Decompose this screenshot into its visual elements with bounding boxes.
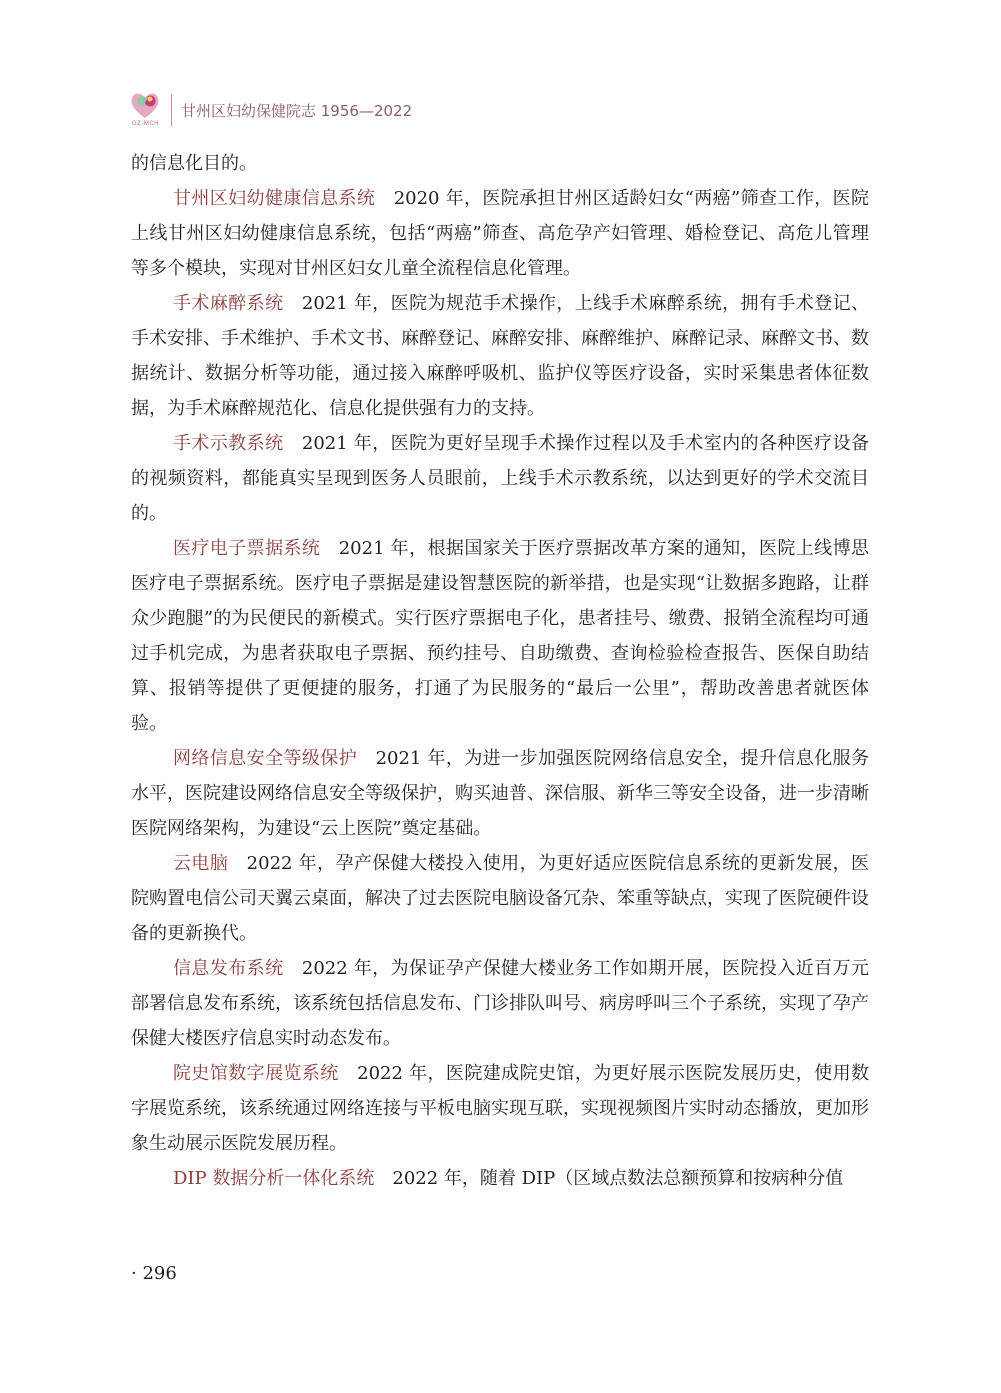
paragraph-anesthesia-system bbox=[131, 286, 869, 426]
section-heading: 手术麻醉系统 bbox=[173, 293, 284, 314]
paragraph-text: 2022 年，随着 DIP（区域点数法总额预算和按病种分值 bbox=[392, 1168, 844, 1189]
paragraph-network-security bbox=[131, 741, 869, 846]
section-heading: 甘州区妇幼健康信息系统 bbox=[173, 188, 376, 209]
page-number: · 296 bbox=[131, 1263, 177, 1284]
paragraph-text: 2022 年，医院建成院史馆，为更好展示医院发展历史，使用数字展览系统，该系统通过网络连接与平板电脑实现互联，实现视频图片实时动态播放，更加形象生动展示医院发展历程。 bbox=[131, 1063, 870, 1154]
paragraph-info-publish-system bbox=[131, 951, 869, 1056]
paragraph-surgery-teaching-system bbox=[131, 426, 869, 531]
running-title: 甘州区妇幼保健院志 1956—2022 bbox=[181, 102, 413, 120]
body-text bbox=[131, 146, 869, 1196]
paragraph-text: 2022 年，为保证孕产保健大楼业务工作如期开展，医院投入近百万元部署信息发布系统，该系统包括信息发布、门诊排队叫号、病房呼叫三个子系统，实现了孕产保健大楼医疗信息实时动态发布。 bbox=[131, 958, 870, 1049]
logo-text: GZ·MCH bbox=[132, 121, 159, 127]
paragraph-e-receipt-system bbox=[131, 531, 869, 741]
section-heading: 院史馆数字展览系统 bbox=[173, 1063, 339, 1084]
header-divider bbox=[171, 94, 172, 126]
section-heading: 云电脑 bbox=[173, 853, 229, 874]
paragraph-text: 2021 年，医院为更好呈现手术操作过程以及手术室内的各种医疗设备的视频资料，都能真实呈现到医务人员眼前，上线手术示教系统，以达到更好的学术交流目的。 bbox=[131, 433, 870, 524]
paragraph-cloud-computer bbox=[131, 846, 869, 951]
paragraph-text: 2021 年，为进一步加强医院网络信息安全，提升信息化服务水平，医院建设网络信息安全等级保护，购买迪普、深信服、新华三等安全设备，进一步清晰医院网络架构，为建设“云上医院”奠定基础。 bbox=[131, 748, 870, 839]
paragraph-maternal-child-info-system bbox=[131, 181, 869, 286]
section-heading: DIP 数据分析一体化系统 bbox=[173, 1168, 375, 1189]
hospital-logo bbox=[128, 88, 162, 132]
paragraph-text: 2021 年，根据国家关于医疗票据改革方案的通知，医院上线博思医疗电子票据系统。医疗电子票据是建设智慧医院的新举措，也是实现“让数据多跑路，让群众少跑腿”的为民便民的新模式。实行医疗票据电子化，患者挂号、缴费、报销全流程均可通过手机完成，为患者获取电子票据、预约挂号、自助缴费、查询检验检查报告、医保自助结算、报销等提供了更便捷的服务，打通了为民服务的“最后一公里”，帮助改善患者就医体验。 bbox=[131, 538, 870, 734]
paragraph-dip-system bbox=[131, 1161, 869, 1196]
section-heading: 网络信息安全等级保护 bbox=[173, 748, 358, 769]
section-heading: 医疗电子票据系统 bbox=[173, 538, 321, 559]
paragraph-continuation bbox=[131, 146, 869, 181]
paragraph-text: 的信息化目的。 bbox=[131, 153, 257, 174]
section-heading: 信息发布系统 bbox=[173, 958, 284, 979]
paragraph-text: 2021 年，医院为规范手术操作，上线手术麻醉系统，拥有手术登记、手术安排、手术维护、手术文书、麻醉登记、麻醉安排、麻醉维护、麻醉记录、麻醉文书、数据统计、数据分析等功能，通过接入麻醉呼吸机、监护仪等医疗设备，实时采集患者体征数据，为手术麻醉规范化、信息化提供强有力的支持。 bbox=[131, 293, 870, 419]
paragraph-text: 2020 年，医院承担甘州区适龄妇女“两癌”筛查工作，医院上线甘州区妇幼健康信息系统，包括“两癌”筛查、高危孕产妇管理、婚检登记、高危儿管理等多个模块，实现对甘州区妇女儿童全流程信息化管理。 bbox=[131, 188, 869, 279]
section-heading: 手术示教系统 bbox=[173, 433, 284, 454]
paragraph-museum-display-system bbox=[131, 1056, 869, 1161]
paragraph-text: 2022 年，孕产保健大楼投入使用，为更好适应医院信息系统的更新发展，医院购置电信公司天翼云桌面，解决了过去医院电脑设备冗杂、笨重等缺点，实现了医院硬件设备的更新换代。 bbox=[131, 853, 870, 944]
